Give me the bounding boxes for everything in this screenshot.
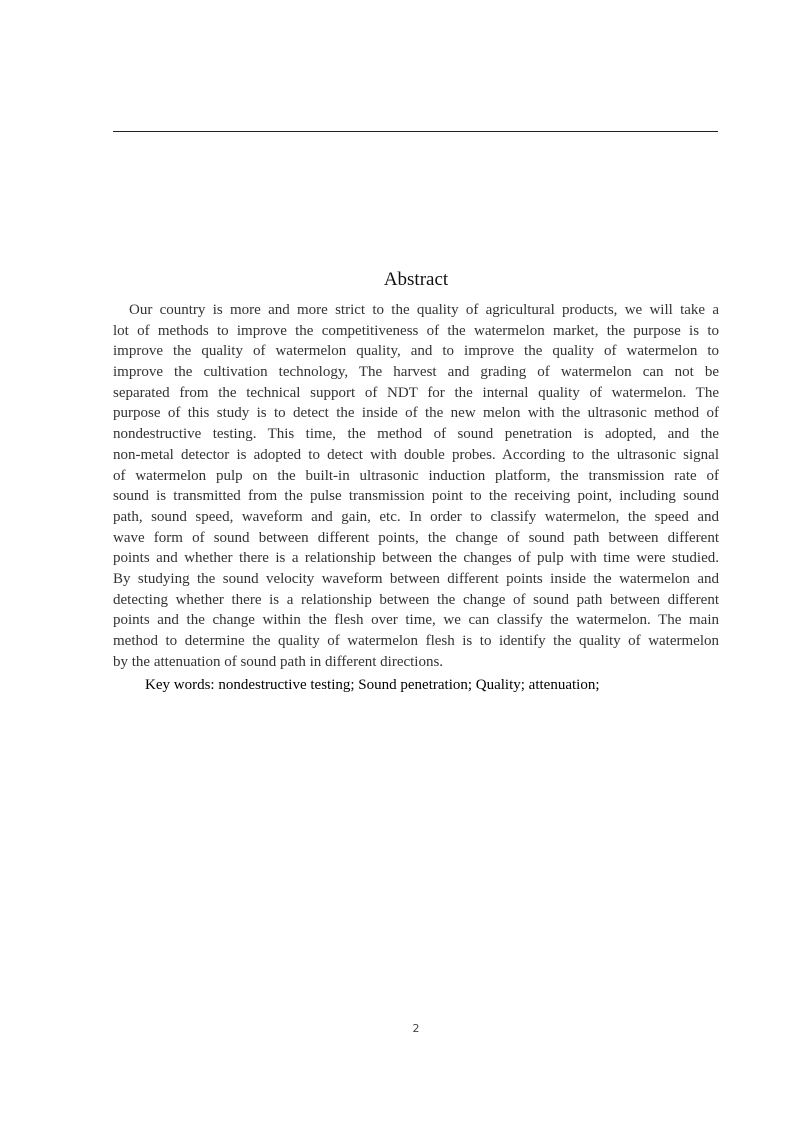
abstract-line: points and the change within the flesh over time, we can classify the watermelon. The main <box>113 612 719 629</box>
abstract-line: nondestructive testing. This time, the method of sound penetration is adopted, and the <box>113 426 719 443</box>
keywords: Key words: nondestructive testing; Sound penetration; Quality; attenuation; <box>145 677 600 693</box>
abstract-body <box>113 300 719 672</box>
abstract-line: purpose of this study is to detect the inside of the new melon with the ultrasonic method of <box>113 405 719 422</box>
abstract-line: wave form of sound between different points, the change of sound path between different <box>113 529 719 546</box>
abstract-line: lot of methods to improve the competitiveness of the watermelon market, the purpose is to <box>113 322 719 339</box>
abstract-line: non-metal detector is adopted to detect with double probes. According to the ultrasonic signal <box>113 446 719 463</box>
abstract-line: method to determine the quality of watermelon flesh is to identify the quality of watermelon <box>113 633 719 649</box>
abstract-line: of watermelon pulp on the built-in ultrasonic induction platform, the transmission rate of <box>113 467 719 484</box>
abstract-title: Abstract <box>383 269 449 290</box>
abstract-line: points and whether there is a relationship between the changes of pulp with time were studied. <box>113 550 719 567</box>
abstract-line: sound is transmitted from the pulse transmission point to the receiving point, including sound <box>113 488 719 505</box>
abstract-line: path, sound speed, waveform and gain, etc. In order to classify watermelon, the speed and <box>113 508 719 525</box>
abstract-line: Our country is more and more strict to the quality of agricultural products, we will take a <box>129 302 719 318</box>
abstract-line: separated from the technical support of NDT for the internal quality of watermelon. The <box>113 384 719 401</box>
abstract-line: detecting whether there is a relationship between the change of sound path between different <box>113 591 719 608</box>
header-rule <box>113 131 718 132</box>
abstract-line: improve the cultivation technology, The harvest and grading of watermelon can not be <box>113 364 719 381</box>
page-number: 2 <box>412 1022 420 1035</box>
abstract-line: by the attenuation of sound path in different directions. <box>113 653 444 670</box>
abstract-line: improve the quality of watermelon quality, and to improve the quality of watermelon to <box>113 343 719 360</box>
abstract-line: By studying the sound velocity waveform between different points inside the watermelon and <box>113 570 719 587</box>
